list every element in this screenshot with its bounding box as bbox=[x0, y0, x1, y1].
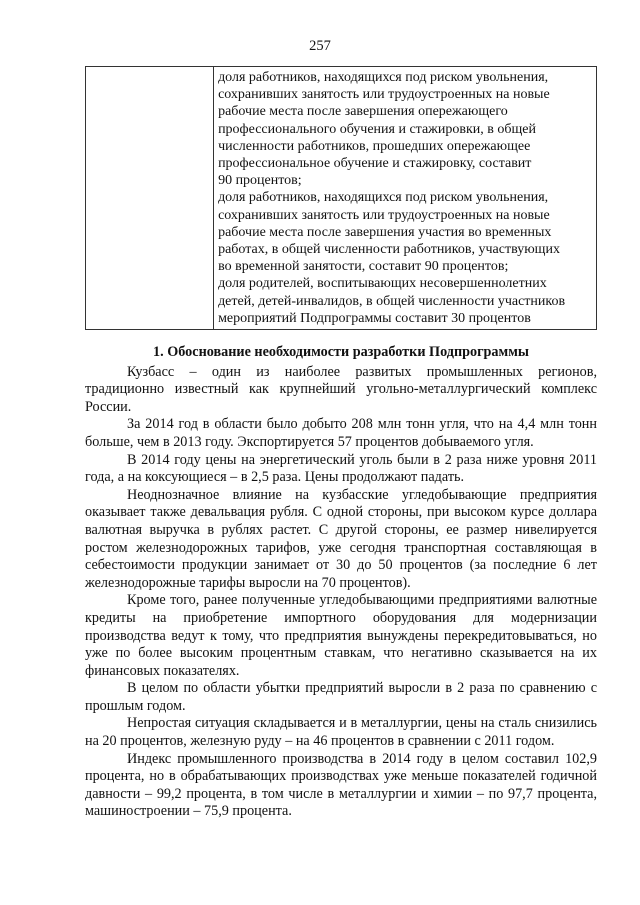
paragraph: В целом по области убытки предприятий выросли в 2 раза по сравнению с прошлым годом. bbox=[85, 680, 597, 714]
indicator-line: детей, детей-инвалидов, в общей численности участников bbox=[218, 293, 566, 309]
paragraph: Кузбасс – один из наиболее развитых промышленных регионов, традиционно известный как крупнейший угольно-металлургический комплекс России. bbox=[85, 363, 597, 415]
indicator-line: доля работников, находящихся под риском увольнения, bbox=[218, 70, 549, 85]
indicator-line: 90 процентов; bbox=[218, 173, 302, 189]
indicator-line: во временной занятости, составит 90 процентов; bbox=[218, 259, 509, 275]
indicator-line: профессиональное обучение и стажировку, составит bbox=[218, 156, 532, 172]
section-heading: 1. Обоснование необходимости разработки Подпрограммы bbox=[153, 344, 529, 360]
program-passport-table bbox=[85, 66, 597, 330]
indicator-line: мероприятий Подпрограммы составит 30 процентов bbox=[218, 310, 531, 326]
indicator-line: профессионального обучения и стажировки, в общей bbox=[218, 121, 536, 137]
paragraph: За 2014 год в области было добыто 208 млн тонн угля, что на 4,4 млн тонн больше, чем в 2013 году. Экспортируется 57 процентов добываемого угля. bbox=[85, 416, 597, 450]
indicator-line: сохранивших занятость или трудоустроенных на новые bbox=[218, 87, 550, 103]
indicator-line: доля работников, находящихся под риском увольнения, bbox=[218, 190, 549, 206]
paragraph: Индекс промышленного производства в 2014 году в целом составил 102,9 процента, но в обрабатывающих производствах уже меньше показателей годичной давности – 99,2 процента, в том числе в металлургии и химии – по 97,7 процента, машиностроении – 75,9 процента. bbox=[85, 750, 597, 820]
table-cell-label bbox=[86, 67, 214, 330]
paragraph: В 2014 году цены на энергетический уголь были в 2 раза ниже уровня 2011 года, а на коксующиеся – в 2,5 раза. Цены продолжают падать. bbox=[85, 451, 597, 486]
indicator-line: доля родителей, воспитывающих несовершеннолетних bbox=[218, 276, 547, 292]
paragraph: Кроме того, ранее полученные угледобывающими предприятиями валютные кредиты на приобретение импортного оборудования для модернизации производства ведут к тому, что предприятия вынуждены перекредитовываться, но уже по более высоким процентным ставкам, что негативно сказывается на их финансовых показателях. bbox=[85, 592, 597, 679]
section-body bbox=[85, 344, 597, 821]
paragraph: Неоднозначное влияние на кузбасские угледобывающие предприятия оказывает также девальвация рубля. С одной стороны, при высоком курсе доллара валютная выручка в рублях растет. С другой стороны, ее размер нивелируется ростом железнодорожных тарифов, уже сегодня транспортная составляющая в себестоимости продукции занимает от 30 до 50 процентов (за последние 6 лет железнодорожные тарифы выросли на 70 процентов). bbox=[85, 486, 597, 591]
indicator-line: рабочие места после завершения участия во временных bbox=[218, 224, 552, 240]
paragraph: Непростая ситуация складывается и в металлургии, цены на сталь снизились на 20 процентов, железную руду – на 46 процентов в сравнении с 2011 годом. bbox=[85, 715, 597, 750]
indicator-line: численности работников, прошедших опережающее bbox=[218, 138, 531, 154]
page-number: 257 bbox=[309, 38, 331, 54]
indicator-line: рабочие места после завершения опережающего bbox=[218, 104, 508, 120]
indicator-line: сохранивших занятость или трудоустроенных на новые bbox=[218, 207, 550, 223]
table-cell-indicators bbox=[214, 67, 597, 330]
table-row bbox=[86, 67, 597, 330]
indicator-line: работах, в общей численности работников, участвующих bbox=[218, 242, 560, 258]
